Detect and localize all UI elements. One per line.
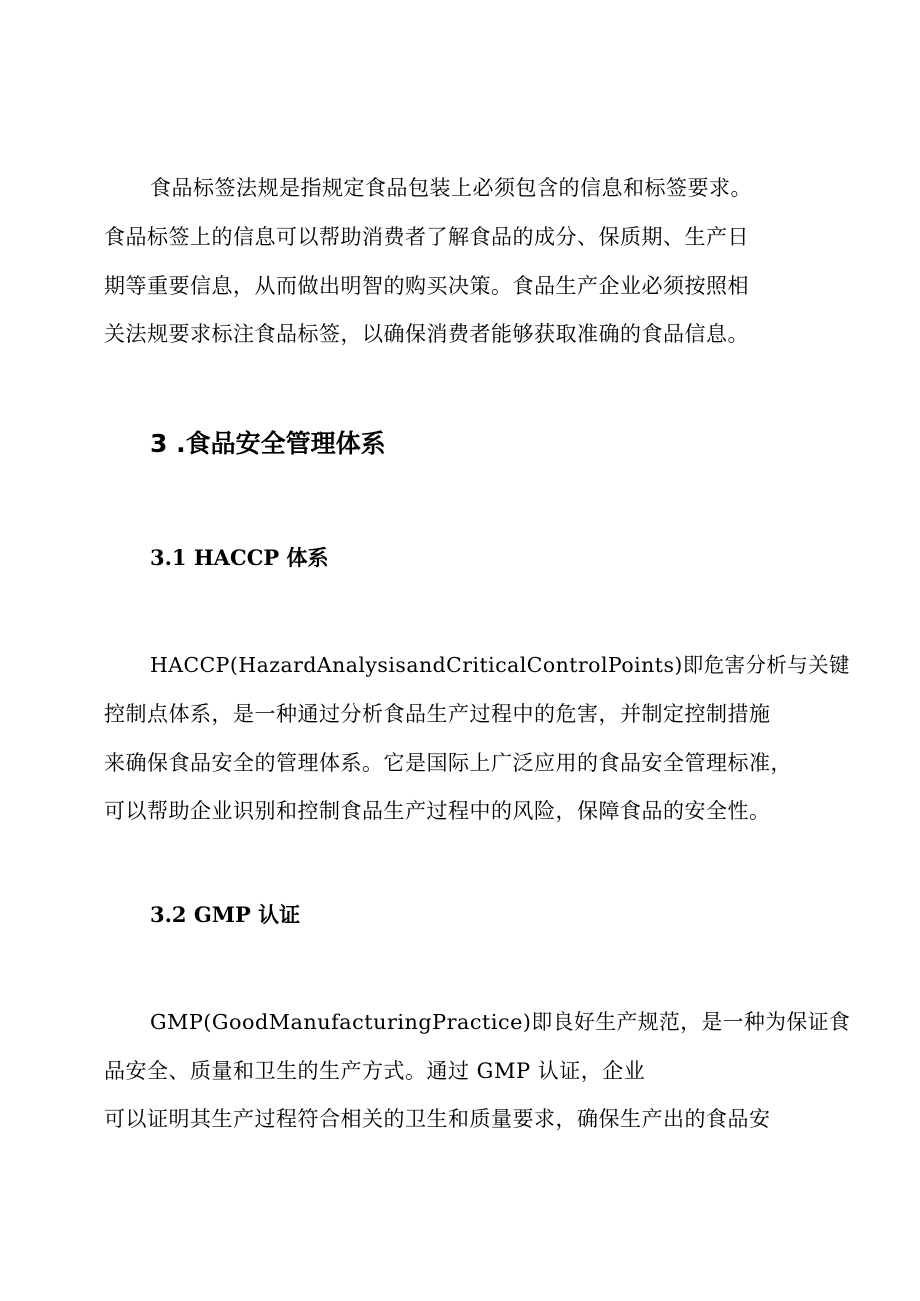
paragraph-line: 控制点体系，是一种通过分析食品生产过程中的危害，并制定控制措施 xyxy=(104,702,771,726)
paragraph-line: 关法规要求标注食品标签，以确保消费者能够获取准确的食品信息。 xyxy=(104,322,749,346)
paragraph-line: 品安全、质量和卫生的生产方式。通过 GMP 认证，企业 xyxy=(104,1059,646,1083)
paragraph-line: 可以帮助企业识别和控制食品生产过程中的风险，保障食品的安全性。 xyxy=(104,799,771,823)
paragraph-line: 食品标签法规是指规定食品包装上必须包含的信息和标签要求。 xyxy=(150,176,752,200)
subsection-heading: 3.1 HACCP 体系 xyxy=(150,545,329,570)
paragraph-line: 可以证明其生产过程符合相关的卫生和质量要求，确保生产出的食品安 xyxy=(104,1107,771,1131)
subsection-heading: 3.2 GMP 认证 xyxy=(150,902,301,927)
paragraph-line: GMP(GoodManufacturingPractice)即良好生产规范，是一种为保证食 xyxy=(150,1010,851,1034)
paragraph-line: 食品标签上的信息可以帮助消费者了解食品的成分、保质期、生产日 xyxy=(104,225,749,249)
section-heading: 3 .食品安全管理体系 xyxy=(150,429,386,458)
paragraph-line: HACCP(HazardAnalysisandCriticalControlPoints)即危害分析与关键 xyxy=(150,653,850,677)
paragraph-line: 期等重要信息，从而做出明智的购买决策。食品生产企业必须按照相 xyxy=(104,274,749,298)
paragraph-line: 来确保食品安全的管理体系。它是国际上广泛应用的食品安全管理标准， xyxy=(104,751,792,775)
